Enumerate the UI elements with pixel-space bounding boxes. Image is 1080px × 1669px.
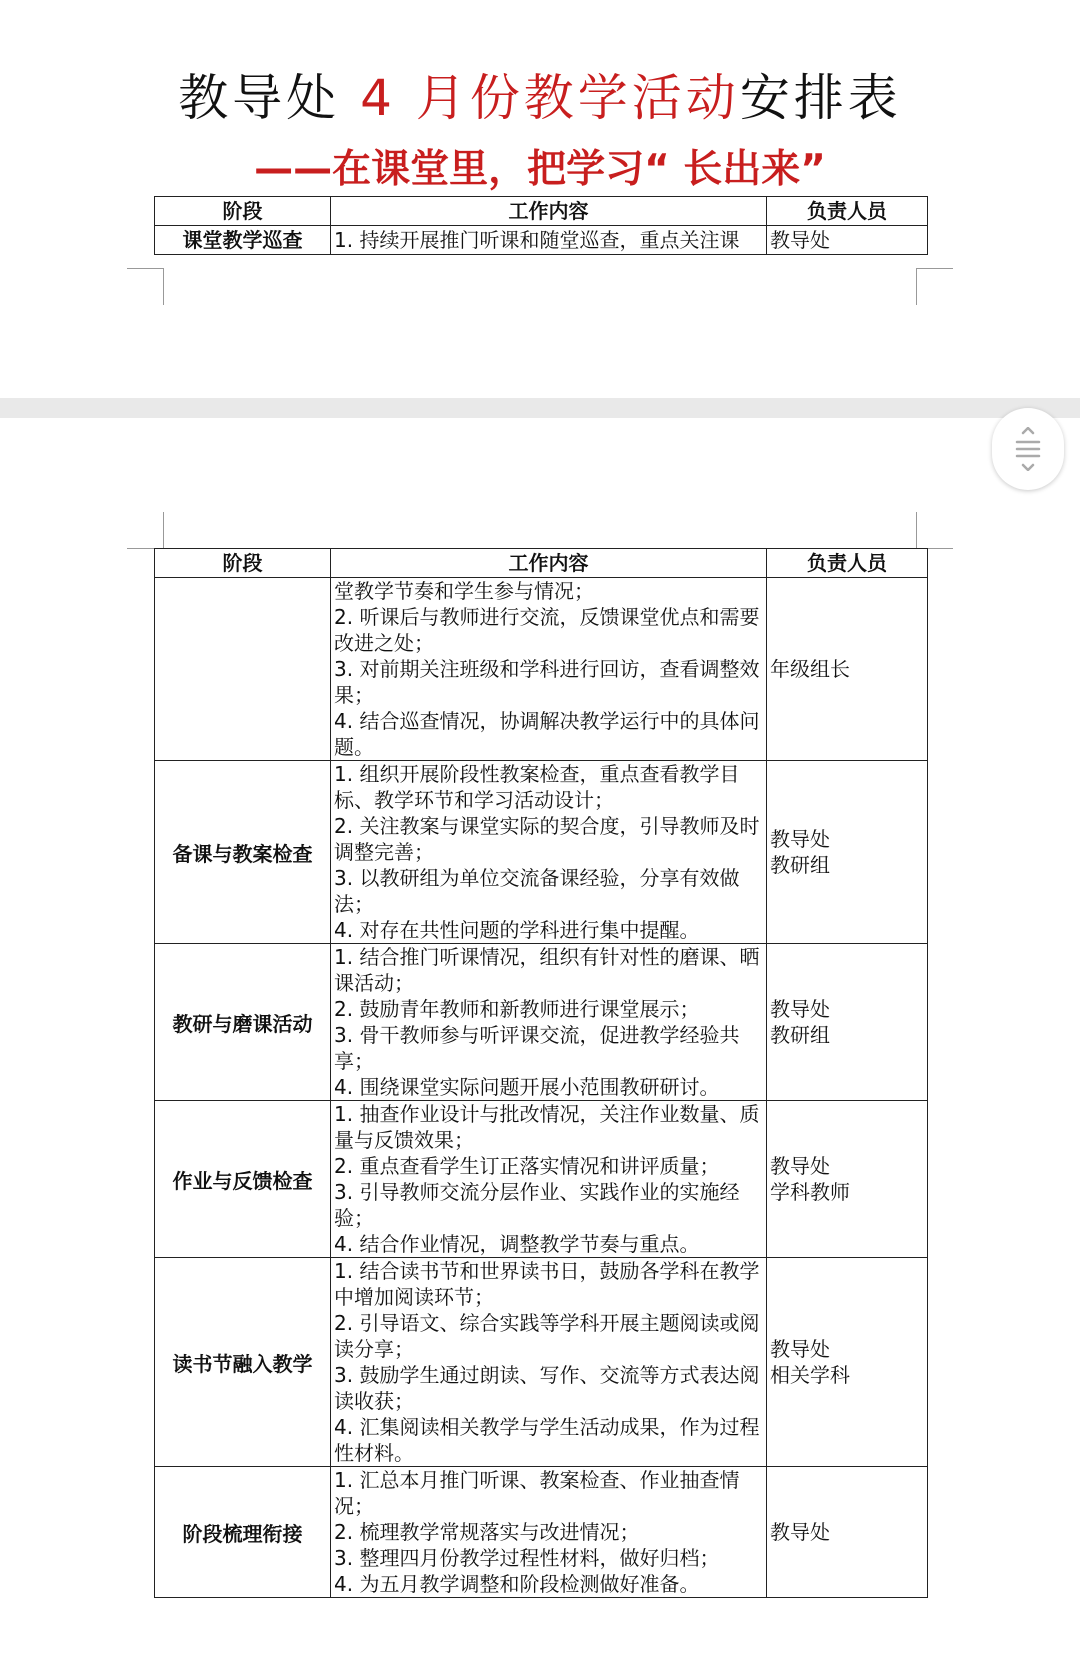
content-item: 3. 鼓励学生通过朗读、写作、交流等方式表达阅读收获； bbox=[334, 1363, 760, 1413]
stage-cell: 读书节融入教学 bbox=[155, 1258, 331, 1467]
owner-name: 相关学科 bbox=[770, 1363, 850, 1387]
table-row bbox=[155, 761, 928, 944]
stage-cell bbox=[155, 578, 331, 761]
content-item: 堂教学节奏和学生参与情况； bbox=[334, 579, 594, 603]
table-row bbox=[155, 578, 928, 761]
owner-name: 教导处 bbox=[770, 827, 830, 851]
stage-cell: 课堂教学巡查 bbox=[155, 226, 331, 255]
content-item: 4. 结合巡查情况，协调解决教学运行中的具体问题。 bbox=[334, 709, 760, 759]
content-cell bbox=[331, 761, 767, 944]
owner-cell bbox=[767, 578, 928, 761]
content-item: 1. 组织开展阶段性教案检查，重点查看教学目标、教学环节和学习活动设计； bbox=[334, 762, 740, 812]
content-item: 4. 为五月教学调整和阶段检测做好准备。 bbox=[334, 1572, 700, 1596]
content-item: 1. 结合推门听课情况，组织有针对性的磨课、晒课活动； bbox=[334, 945, 760, 995]
title-highlight: 4 月份教学活动 bbox=[360, 69, 740, 127]
stage-cell: 作业与反馈检查 bbox=[155, 1101, 331, 1258]
schedule-table-page-2 bbox=[154, 548, 928, 1598]
owner-name: 教导处 bbox=[770, 997, 830, 1021]
content-item: 1. 汇总本月推门听课、教案检查、作业抽查情况； bbox=[334, 1468, 740, 1518]
margin-corner-bottom-left bbox=[127, 268, 164, 305]
content-item: 2. 梳理教学常规落实与改进情况； bbox=[334, 1520, 640, 1544]
content-cell bbox=[331, 578, 767, 761]
owner-cell: 教导处 bbox=[767, 226, 928, 255]
margin-corner-top-left bbox=[127, 512, 164, 549]
content-item: 1. 结合读书节和世界读书日，鼓励各学科在教学中增加阅读环节； bbox=[334, 1259, 760, 1309]
content-item: 1. 抽查作业设计与批改情况，关注作业数量、质量与反馈效果； bbox=[334, 1102, 760, 1152]
owner-name: 教导处 bbox=[770, 1337, 830, 1361]
stage-cell: 阶段梳理衔接 bbox=[155, 1467, 331, 1598]
margin-corner-bottom-right bbox=[916, 268, 953, 305]
content-item: 2. 重点查看学生订正落实情况和讲评质量； bbox=[334, 1154, 720, 1178]
owner-name: 教导处 bbox=[770, 1520, 830, 1544]
document-page-2 bbox=[0, 418, 1080, 1669]
owner-cell bbox=[767, 1258, 928, 1467]
page-title bbox=[0, 60, 1080, 136]
content-item: 3. 骨干教师参与听评课交流，促进教学经验共享； bbox=[334, 1023, 740, 1073]
header-content: 工作内容 bbox=[331, 197, 767, 226]
content-cell bbox=[331, 1467, 767, 1598]
table-header-row bbox=[155, 197, 928, 226]
owner-name: 学科教师 bbox=[770, 1180, 850, 1204]
table-header-row bbox=[155, 549, 928, 578]
content-item: 3. 引导教师交流分层作业、实践作业的实施经验； bbox=[334, 1180, 740, 1230]
content-item: 2. 听课后与教师进行交流，反馈课堂优点和需要改进之处； bbox=[334, 605, 760, 655]
stage-cell: 备课与教案检查 bbox=[155, 761, 331, 944]
title-suffix: 安排表 bbox=[739, 69, 902, 127]
content-item: 4. 对存在共性问题的学科进行集中提醒。 bbox=[334, 918, 700, 942]
owner-cell bbox=[767, 761, 928, 944]
owner-name: 教研组 bbox=[770, 853, 830, 877]
content-item: 2. 引导语文、综合实践等学科开展主题阅读或阅读分享； bbox=[334, 1311, 760, 1361]
table-row bbox=[155, 944, 928, 1101]
header-owner: 负责人员 bbox=[767, 549, 928, 578]
content-item: 3. 对前期关注班级和学科进行回访，查看调整效果； bbox=[334, 657, 760, 707]
owner-cell bbox=[767, 1101, 928, 1258]
header-stage: 阶段 bbox=[155, 197, 331, 226]
owner-name: 教导处 bbox=[770, 1154, 830, 1178]
table-row bbox=[155, 1101, 928, 1258]
content-item: 4. 汇集阅读相关教学与学生活动成果，作为过程性材料。 bbox=[334, 1415, 760, 1465]
owner-cell bbox=[767, 944, 928, 1101]
header-content: 工作内容 bbox=[331, 549, 767, 578]
owner-name: 年级组长 bbox=[770, 657, 850, 681]
content-item: 4. 围绕课堂实际问题开展小范围教研研讨。 bbox=[334, 1075, 720, 1099]
stage-cell: 教研与磨课活动 bbox=[155, 944, 331, 1101]
owner-cell bbox=[767, 1467, 928, 1598]
table-row bbox=[155, 1467, 928, 1598]
owner-name: 教研组 bbox=[770, 1023, 830, 1047]
content-cell bbox=[331, 1101, 767, 1258]
schedule-table-page-1 bbox=[154, 196, 928, 255]
page-subtitle: ——在课堂里，把学习“ 长出来” bbox=[254, 147, 826, 192]
title-prefix: 教导处 bbox=[178, 69, 361, 127]
content-cell: 1. 持续开展推门听课和随堂巡查，重点关注课 bbox=[331, 226, 767, 255]
document-page-1 bbox=[0, 0, 1080, 398]
content-cell bbox=[331, 1258, 767, 1467]
table-row bbox=[155, 1258, 928, 1467]
content-item: 3. 以教研组为单位交流备课经验，分享有效做法； bbox=[334, 866, 740, 916]
margin-corner-top-right bbox=[916, 512, 953, 549]
content-item: 2. 关注教案与课堂实际的契合度，引导教师及时调整完善； bbox=[334, 814, 760, 864]
drag-handle-icon bbox=[1014, 427, 1042, 471]
table-row bbox=[155, 226, 928, 255]
content-item: 4. 结合作业情况，调整教学节奏与重点。 bbox=[334, 1232, 700, 1256]
content-item: 3. 整理四月份教学过程性材料，做好归档； bbox=[334, 1546, 720, 1570]
content-cell bbox=[331, 944, 767, 1101]
content-item: 2. 鼓励青年教师和新教师进行课堂展示； bbox=[334, 997, 700, 1021]
header-owner: 负责人员 bbox=[767, 197, 928, 226]
header-stage: 阶段 bbox=[155, 549, 331, 578]
scroll-handle[interactable] bbox=[992, 408, 1064, 490]
